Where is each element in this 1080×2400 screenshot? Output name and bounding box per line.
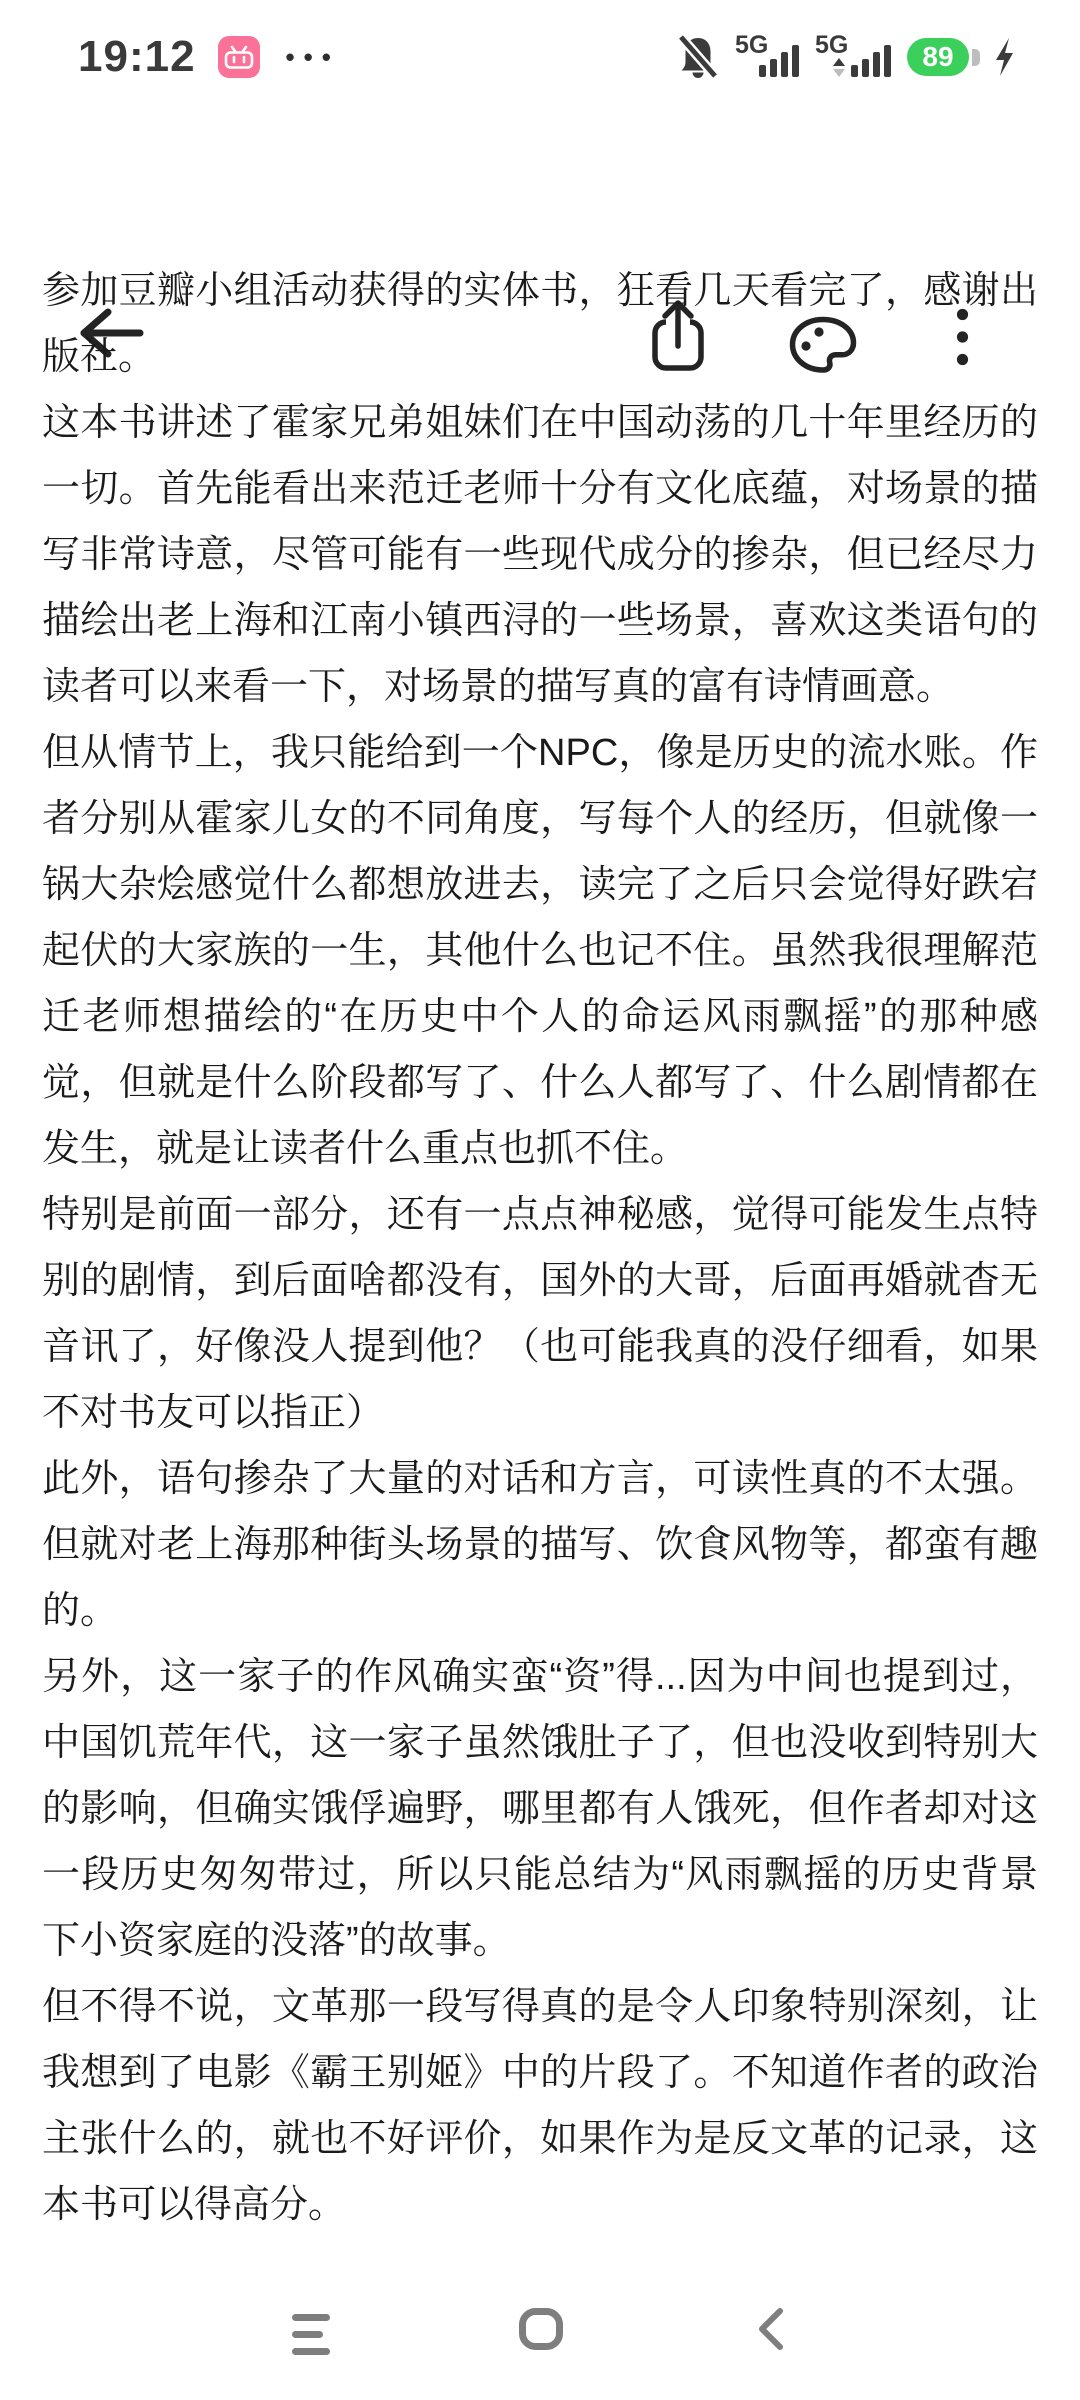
nav-back-button[interactable]: [754, 2307, 786, 2351]
sim1-network-label: 5G: [735, 31, 769, 59]
sim1-signal-bars-icon: [759, 45, 799, 77]
mute-bell-icon: [677, 35, 719, 79]
clock: 19:12: [78, 32, 196, 81]
status-bar-left: [78, 32, 340, 82]
status-bar: [0, 0, 1080, 100]
review-paragraph: 这本书讲述了霍家兄弟姐妹们在中国动荡的几十年里经历的一切。首先能看出来范迁老师十分有文化底蕴，对场景的描写非常诗意，尽管可能有一些现代成分的掺杂，但已经尽力描绘出老上海和江南小镇西浔的一些场景，喜欢这类语句的读者可以来看一下，对场景的描写真的富有诗情画意。: [42, 402, 1038, 708]
review-paragraph: 但从情节上，我只能给到一个NPC，像是历史的流水账。作者分别从霍家儿女的不同角度，写每个人的经历，但就像一锅大杂烩感觉什么都想放进去，读完了之后只会觉得好跌宕起伏的大家族的一生，其他什么也记不住。虽然我很理解范迁老师想描绘的“在历史中个人的命运风雨飘摇”的那种感觉，但就是什么阶段都写了、什么人都写了、什么剧情都在发生，就是让读者什么重点也抓不住。: [42, 732, 1038, 1170]
toolbar: [0, 140, 1080, 260]
bilibili-notification-icon: [218, 36, 260, 78]
nav-back-chevron-icon: [754, 2339, 786, 2354]
data-updown-arrows-icon: [833, 58, 845, 77]
charging-bolt-icon: [996, 38, 1018, 76]
review-paragraph: 此外，语句掺杂了大量的对话和方言，可读性真的不太强。但就对老上海那种街头场景的描写、饮食风物等，都蛮有趣的。: [42, 1458, 1038, 1632]
review-paragraph: 另外，这一家子的作风确实蛮“资”得...因为中间也提到过，中国饥荒年代，这一家子虽然饿肚子了，但也没收到特别大的影响，但确实饿俘遍野，哪里都有人饿死，但作者却对这一段历史匆匆带过，所以只能总结为“风雨飘摇的历史背景下小资家庭的没落”的故事。: [42, 1656, 1038, 1962]
review-paragraph: 特别是前面一部分，还有一点点神秘感，觉得可能发生点特别的剧情，到后面啥都没有，国外的大哥，后面再婚就杳无音讯了，好像没人提到他？（也可能我真的没仔细看，如果不对书友可以指正）: [42, 1194, 1038, 1434]
recents-button[interactable]: [292, 2314, 330, 2355]
review-paragraph: 参加豆瓣小组活动获得的实体书，狂看几天看完了，感谢出版社。: [42, 270, 1038, 378]
recents-icon: [292, 2314, 330, 2355]
more-notifications-icon: •••: [285, 42, 340, 72]
home-icon: [519, 2338, 563, 2353]
android-navigation-bar: [0, 2260, 1080, 2400]
book-review-text: [42, 258, 1038, 2238]
sim2-network-label: 5G: [815, 31, 849, 59]
review-paragraph: 但不得不说，文革那一段写得真的是令人印象特别深刻，让我想到了电影《霸王别姬》中的片段了。不知道作者的政治主张什么的，就也不好评价，如果作为是反文革的记录，这本书可以得高分。: [42, 1986, 1038, 2226]
home-button[interactable]: [519, 2308, 563, 2350]
status-bar-right: [677, 31, 1018, 79]
sim2-signal-bars-icon: [833, 45, 891, 77]
signal-sim2: [815, 31, 891, 79]
battery-indicator: [907, 38, 980, 76]
signal-sim1: [735, 31, 799, 79]
battery-nub: [972, 49, 980, 66]
battery-percent-badge: 89: [907, 38, 969, 76]
